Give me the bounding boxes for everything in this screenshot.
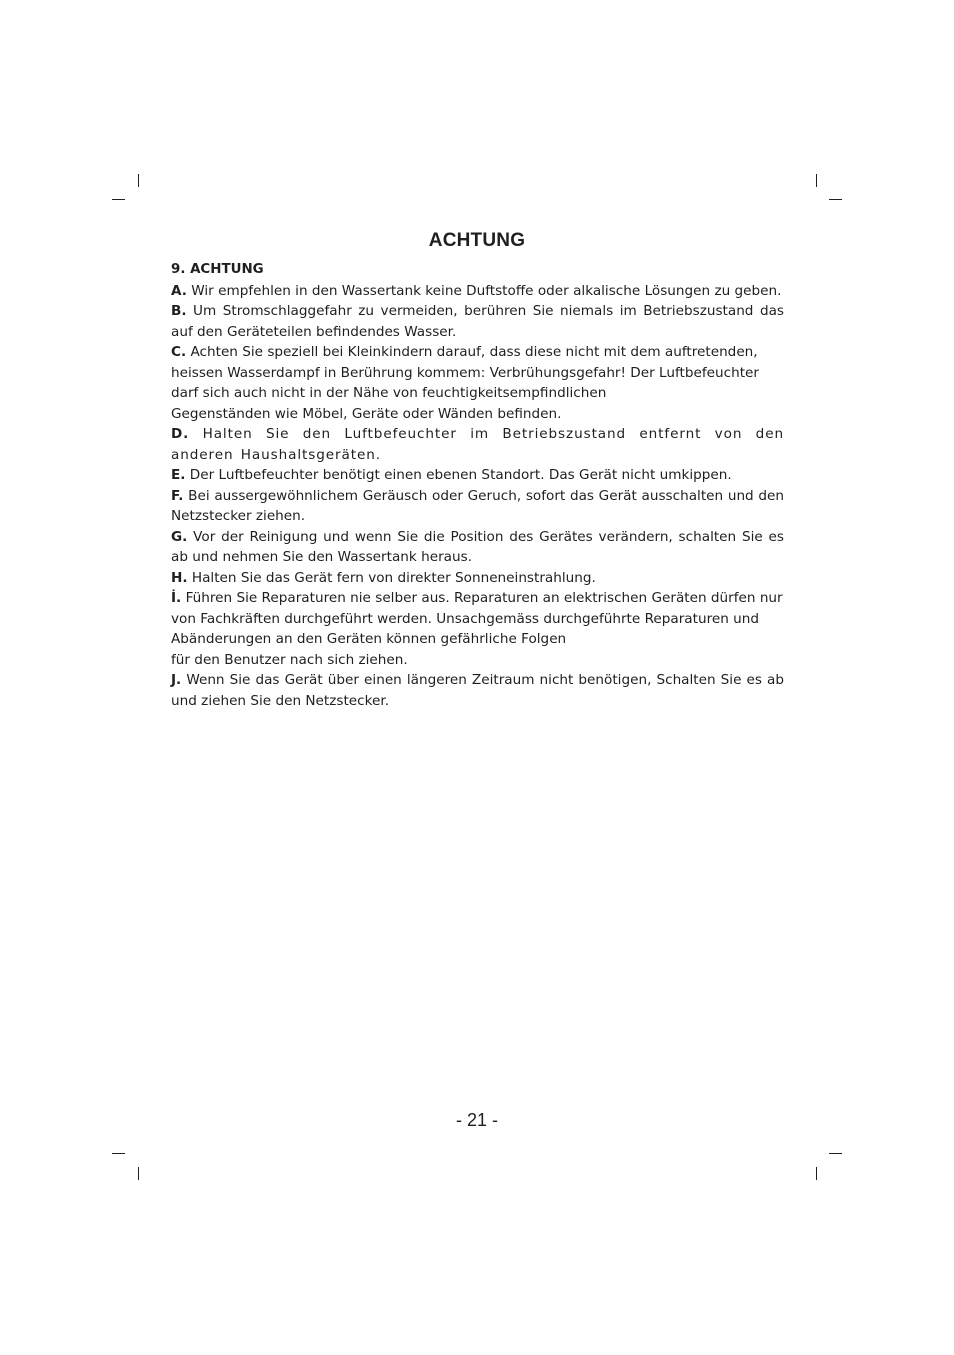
page-number: - 21 - bbox=[455, 1110, 498, 1130]
warning-item-b bbox=[171, 301, 784, 342]
item-marker: F. bbox=[171, 487, 184, 504]
crop-mark-top-left-vertical bbox=[138, 174, 139, 187]
crop-mark-bottom-right-horizontal bbox=[829, 1153, 842, 1154]
item-marker: D. bbox=[171, 426, 190, 442]
warning-item-g bbox=[171, 527, 784, 568]
item-marker: A. bbox=[171, 282, 187, 299]
warning-item-c bbox=[171, 342, 784, 424]
item-marker: G. bbox=[171, 528, 188, 545]
crop-mark-bottom-right-vertical bbox=[816, 1167, 817, 1180]
crop-mark-bottom-left-vertical bbox=[138, 1167, 139, 1180]
item-marker: İ. bbox=[171, 590, 182, 606]
item-text: Wenn Sie das Gerät über einen längeren Zeitraum nicht benötigen, Schalten Sie es ab und ziehen Sie den Netzstecker. bbox=[171, 672, 784, 709]
warning-item-f bbox=[171, 486, 784, 527]
item-marker: B. bbox=[171, 303, 187, 319]
item-text-continued: für den Benutzer nach sich ziehen. bbox=[171, 651, 408, 668]
item-marker: J. bbox=[171, 672, 182, 688]
item-text: Wir empfehlen in den Wassertank keine Duftstoffe oder alkalische Lösungen zu geben. bbox=[191, 282, 782, 299]
warning-section bbox=[171, 260, 784, 711]
warning-item-e bbox=[171, 465, 784, 486]
warning-item-a bbox=[171, 281, 784, 302]
crop-mark-top-right-vertical bbox=[816, 174, 817, 187]
warning-item-h bbox=[171, 568, 784, 589]
crop-mark-top-right-horizontal bbox=[829, 199, 842, 200]
item-marker: H. bbox=[171, 569, 188, 586]
item-text: Der Luftbefeuchter benötigt einen ebenen Standort. Das Gerät nicht umkippen. bbox=[189, 467, 732, 483]
item-text: Halten Sie das Gerät fern von direkter Sonneneinstrahlung. bbox=[191, 569, 596, 586]
crop-mark-top-left-horizontal bbox=[112, 199, 125, 200]
item-text: Achten Sie speziell bei Kleinkindern darauf, dass diese nicht mit dem auftretenden, heissen Wasserdampf in Berührung kommem: Verbrühungsgefahr! Der Luftbefeuchter darf sich auch nicht in der Nähe von feuchtigkeitsempfindlichen bbox=[171, 344, 759, 401]
crop-mark-bottom-left-horizontal bbox=[112, 1153, 125, 1154]
warning-item-j bbox=[171, 670, 784, 711]
item-text: Vor der Reinigung und wenn Sie die Position des Gerätes verändern, schalten Sie es ab und nehmen Sie den Wassertank heraus. bbox=[171, 528, 784, 565]
warning-item-d bbox=[171, 424, 784, 465]
item-marker: C. bbox=[171, 344, 187, 360]
page-title: ACHTUNG bbox=[428, 230, 526, 251]
item-marker: E. bbox=[171, 467, 186, 483]
section-heading: 9. ACHTUNG bbox=[171, 262, 264, 277]
item-text: Halten Sie den Luftbefeuchter im Betriebszustand entfernt von den anderen Haushaltsgeräten. bbox=[171, 426, 784, 463]
warning-item-i bbox=[171, 588, 784, 670]
item-text-continued: Gegenständen wie Möbel, Geräte oder Wänden befinden. bbox=[171, 405, 562, 422]
item-text: Führen Sie Reparaturen nie selber aus. Reparaturen an elektrischen Geräten dürfen nur von Fachkräften durchgeführt werden. Unsachgemäss durchgeführte Reparaturen und Abänderungen an den Geräten können gefährliche Folgen bbox=[171, 590, 783, 647]
item-text: Um Stromschlaggefahr zu vermeiden, berühren Sie niemals im Betriebszustand das auf den Geräteteilen befindendes Wasser. bbox=[171, 303, 784, 340]
item-text: Bei aussergewöhnlichem Geräusch oder Geruch, sofort das Gerät ausschalten und den Netzstecker ziehen. bbox=[171, 487, 784, 524]
